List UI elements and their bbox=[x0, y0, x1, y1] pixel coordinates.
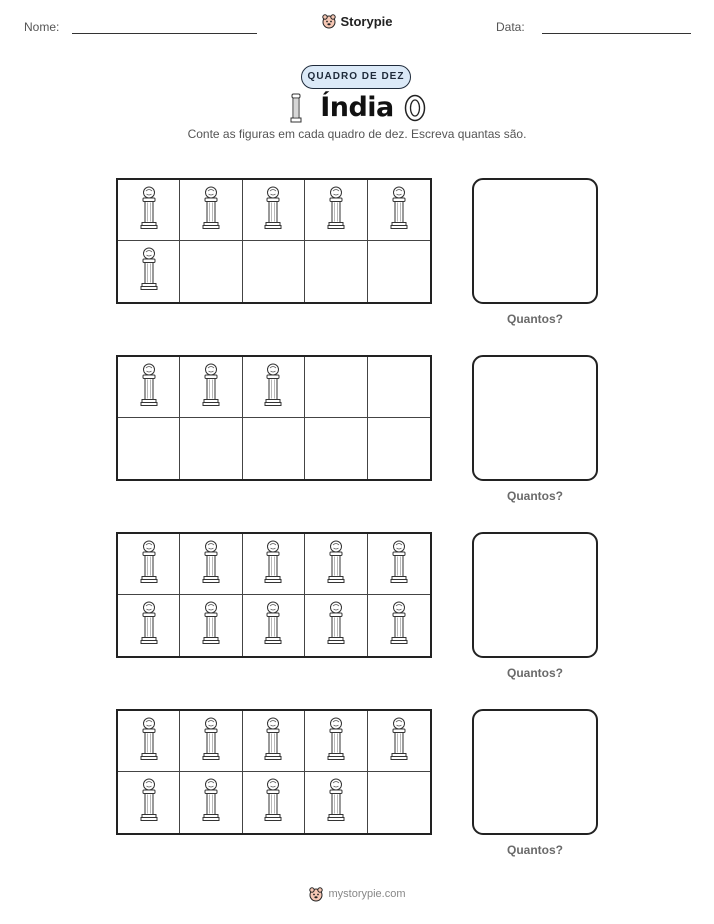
ashoka-pillar-icon bbox=[202, 540, 220, 589]
storypie-logo-icon bbox=[321, 13, 337, 29]
ten-frame-cell bbox=[305, 534, 367, 595]
ten-frame-cell bbox=[118, 357, 180, 418]
ten-frame-cell bbox=[368, 357, 430, 418]
ten-frame-1 bbox=[116, 178, 432, 304]
ten-frame-cell bbox=[180, 772, 242, 833]
storypie-logo-icon bbox=[308, 886, 324, 902]
ten-frame-cell bbox=[118, 418, 180, 479]
ashoka-pillar-icon bbox=[264, 363, 282, 412]
instructions: Conte as figuras em cada quadro de dez. Escreva quantas são. bbox=[187, 127, 527, 141]
page-title: Índia bbox=[320, 92, 394, 123]
ten-frame-cell bbox=[180, 711, 242, 772]
ten-frame-cell bbox=[368, 534, 430, 595]
ten-frame-cell bbox=[243, 418, 305, 479]
ten-frame-cell bbox=[305, 357, 367, 418]
answer-label-1: Quantos? bbox=[507, 312, 563, 326]
ten-frame-2 bbox=[116, 355, 432, 481]
ten-frame-cell bbox=[305, 595, 367, 656]
ten-frame-cell bbox=[118, 595, 180, 656]
ten-frame-cell bbox=[305, 772, 367, 833]
ashoka-pillar-icon bbox=[264, 540, 282, 589]
ten-frame-cell bbox=[305, 418, 367, 479]
ten-frame-cell bbox=[118, 180, 180, 241]
ten-frame-cell bbox=[180, 180, 242, 241]
ten-frame-cell bbox=[368, 241, 430, 302]
ashoka-pillar-icon bbox=[390, 540, 408, 589]
ashoka-pillar-icon bbox=[202, 186, 220, 235]
activity-badge: QUADRO DE DEZ bbox=[301, 65, 411, 89]
ten-frame-3 bbox=[116, 532, 432, 658]
ashoka-pillar-icon bbox=[327, 186, 345, 235]
ten-frame-cell bbox=[243, 241, 305, 302]
date-label: Data: bbox=[496, 20, 525, 34]
ashoka-pillar-icon bbox=[264, 778, 282, 827]
ten-frame-cell bbox=[368, 595, 430, 656]
footer bbox=[0, 886, 714, 907]
ten-frame-cell bbox=[243, 180, 305, 241]
ten-frame-cell bbox=[180, 418, 242, 479]
ten-frame-cell bbox=[305, 241, 367, 302]
answer-box-3[interactable] bbox=[472, 532, 598, 658]
answer-label-4: Quantos? bbox=[507, 843, 563, 857]
answer-box-4[interactable] bbox=[472, 709, 598, 835]
ashoka-pillar-icon bbox=[327, 540, 345, 589]
ten-frame-cell bbox=[243, 534, 305, 595]
title-row bbox=[0, 91, 714, 125]
answer-box-2[interactable] bbox=[472, 355, 598, 481]
ashoka-pillar-icon bbox=[140, 363, 158, 412]
ashoka-pillar-icon bbox=[390, 186, 408, 235]
ashoka-pillar-icon bbox=[140, 778, 158, 827]
ten-frame-cell bbox=[368, 180, 430, 241]
ten-frame-cell bbox=[180, 534, 242, 595]
ashoka-pillar-icon bbox=[327, 601, 345, 650]
ashoka-pillar-icon bbox=[390, 717, 408, 766]
ten-frame-cell bbox=[118, 711, 180, 772]
ten-frame-cell bbox=[305, 180, 367, 241]
ten-frame-cell bbox=[243, 357, 305, 418]
ten-frame-cell bbox=[368, 711, 430, 772]
answer-label-3: Quantos? bbox=[507, 666, 563, 680]
ashoka-pillar-icon bbox=[202, 717, 220, 766]
ten-frame-4 bbox=[116, 709, 432, 835]
ashoka-pillar-icon bbox=[390, 601, 408, 650]
ashoka-pillar-icon bbox=[202, 601, 220, 650]
ten-frame-cell bbox=[180, 357, 242, 418]
ashoka-pillar-icon bbox=[140, 601, 158, 650]
ashoka-pillar-icon bbox=[140, 540, 158, 589]
ten-frame-cell bbox=[243, 772, 305, 833]
ten-frame-cell bbox=[118, 772, 180, 833]
ashoka-pillar-icon bbox=[140, 247, 158, 296]
ten-frame-cell bbox=[368, 418, 430, 479]
ashoka-pillar-icon bbox=[140, 717, 158, 766]
brand-header bbox=[0, 13, 714, 34]
ashoka-pillar-icon bbox=[140, 186, 158, 235]
name-label: Nome: bbox=[24, 20, 60, 34]
ten-frame-cell bbox=[180, 241, 242, 302]
ten-frame-cell bbox=[368, 772, 430, 833]
ashoka-pillar-icon bbox=[264, 601, 282, 650]
ten-frame-cell bbox=[243, 595, 305, 656]
ashoka-pillar-icon bbox=[202, 778, 220, 827]
ashoka-pillar-icon bbox=[264, 717, 282, 766]
ten-frame-cell bbox=[118, 534, 180, 595]
ten-frame-cell bbox=[305, 711, 367, 772]
date-line[interactable] bbox=[542, 33, 691, 34]
brand-name: Storypie bbox=[340, 13, 393, 29]
ten-frame-cell bbox=[118, 241, 180, 302]
zero-digit-outline-icon bbox=[404, 94, 426, 122]
ashoka-pillar-icon bbox=[327, 717, 345, 766]
ashoka-pillar-icon bbox=[202, 363, 220, 412]
answer-box-1[interactable] bbox=[472, 178, 598, 304]
footer-url: mystorypie.com bbox=[328, 888, 406, 900]
answer-label-2: Quantos? bbox=[507, 489, 563, 503]
ashoka-pillar-icon bbox=[264, 186, 282, 235]
ten-frame-cell bbox=[243, 711, 305, 772]
ashoka-pillar-icon bbox=[327, 778, 345, 827]
ten-frame-cell bbox=[180, 595, 242, 656]
pillar-icon bbox=[289, 93, 303, 123]
